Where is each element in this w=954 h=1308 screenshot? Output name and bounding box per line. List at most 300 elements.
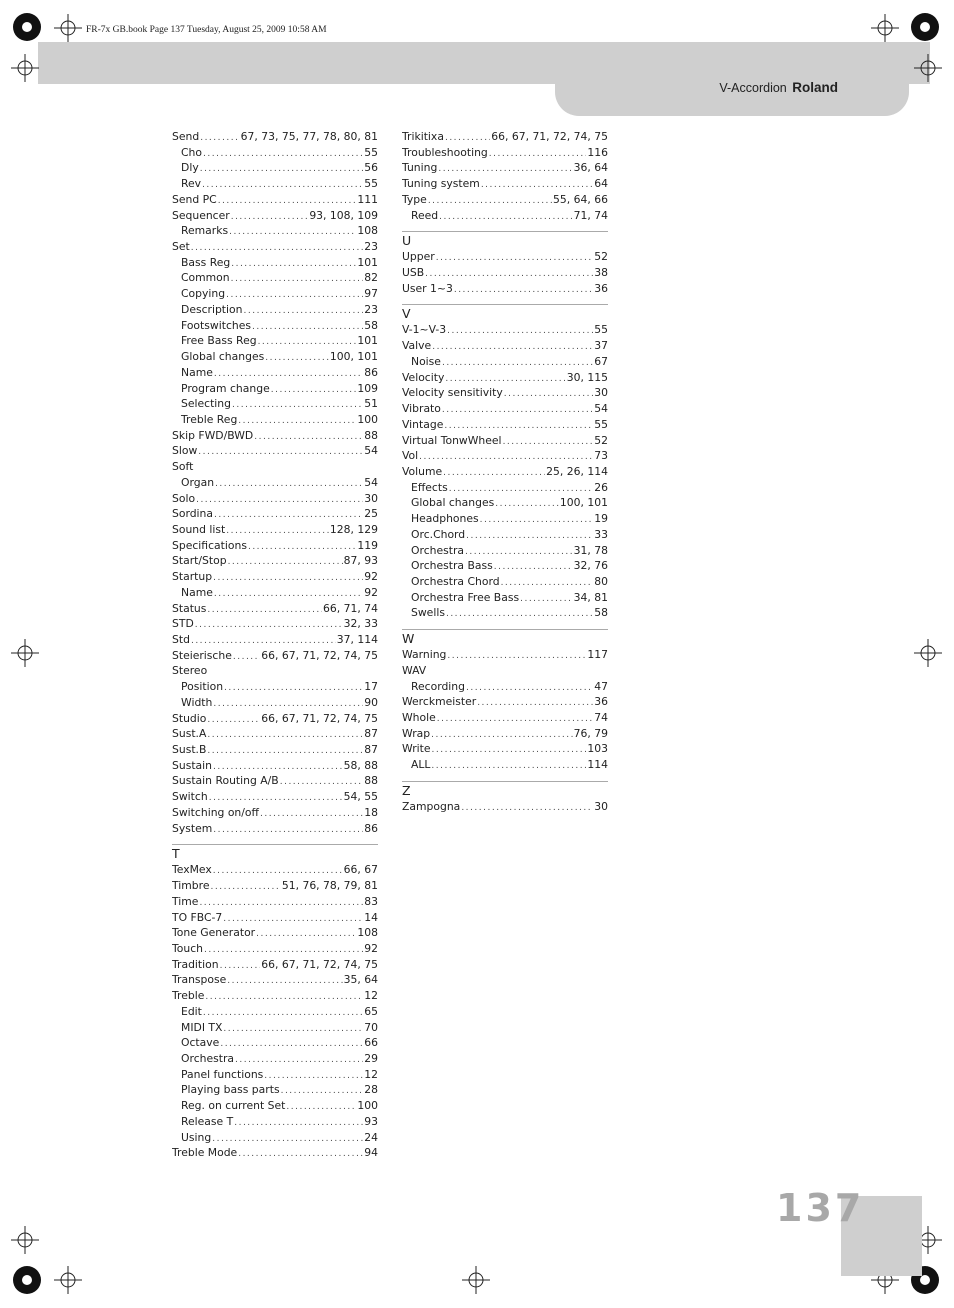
dot-leader	[495, 497, 559, 511]
index-term: Sust.A	[172, 727, 207, 741]
section-divider	[402, 629, 608, 630]
dot-leader	[425, 267, 593, 281]
dot-leader	[212, 1132, 363, 1146]
starburst-icon	[13, 13, 41, 41]
index-page-refs: 28	[364, 1083, 378, 1097]
page-number: 137	[776, 1186, 865, 1230]
dot-leader	[235, 1053, 363, 1067]
index-term: Velocity	[402, 370, 445, 384]
index-term: Trikitixa	[402, 130, 444, 143]
index-subentry	[172, 1130, 378, 1146]
index-term: Sequencer	[172, 208, 230, 222]
index-page-refs: 109	[357, 381, 378, 395]
index-term: Vibrato	[402, 402, 441, 416]
index-entry	[172, 910, 378, 926]
dot-leader	[477, 696, 593, 710]
index-page-refs: 88	[364, 428, 378, 442]
index-entry	[402, 694, 608, 710]
dot-leader	[214, 367, 363, 381]
index-page-refs: 66, 67, 71, 72, 74, 75	[491, 130, 608, 143]
index-subentry	[402, 679, 608, 695]
index-page-refs: 103	[587, 742, 608, 756]
index-term: Touch	[172, 941, 203, 955]
index-term: Dly	[181, 161, 199, 175]
index-entry	[172, 192, 378, 208]
index-entry	[402, 433, 608, 449]
index-entry	[172, 758, 378, 774]
dot-leader	[447, 649, 586, 663]
dot-leader	[454, 283, 593, 297]
index-term: Selecting	[181, 397, 232, 411]
index-term: System	[172, 821, 213, 835]
index-term: Panel functions	[181, 1067, 264, 1081]
index-term: WAV	[402, 663, 427, 677]
index-page-refs: 83	[364, 894, 378, 908]
dot-leader	[466, 529, 593, 543]
index-page-refs: 17	[364, 680, 378, 694]
dot-leader	[465, 545, 573, 559]
index-entry	[172, 742, 378, 758]
index-term: Footswitches	[181, 318, 252, 332]
dot-leader	[207, 728, 363, 742]
index-page-refs: 66, 67, 71, 72, 74, 75	[261, 711, 378, 725]
index-term: Headphones	[411, 512, 479, 526]
index-subentry	[172, 1082, 378, 1098]
index-entry	[402, 741, 608, 757]
index-term: Reg. on current Set	[181, 1099, 286, 1113]
index-page-refs: 54	[364, 444, 378, 458]
index-subentry	[402, 480, 608, 496]
index-entry	[402, 726, 608, 742]
dot-leader	[215, 477, 363, 491]
index-subentry	[172, 160, 378, 176]
index-page-refs: 66, 71, 74	[323, 601, 378, 615]
index-term: Global changes	[411, 496, 495, 510]
index-entry	[402, 799, 608, 815]
dot-leader	[244, 304, 364, 318]
index-subentry	[172, 1004, 378, 1020]
dot-leader	[233, 650, 260, 664]
index-subentry	[172, 302, 378, 318]
dot-leader	[231, 272, 364, 286]
index-term: Skip FWD/BWD	[172, 428, 254, 442]
index-term: Time	[172, 894, 199, 908]
index-page-refs: 116	[587, 145, 608, 159]
index-page-refs: 55, 64, 66	[553, 192, 608, 206]
index-section-header	[172, 844, 378, 862]
index-term: Timbre	[172, 879, 210, 893]
index-term: Free Bass Reg	[181, 334, 257, 348]
index-section-header	[402, 781, 608, 799]
index-term: Sound list	[172, 522, 226, 536]
section-divider	[402, 231, 608, 232]
dot-leader	[260, 807, 363, 821]
index-term: Name	[181, 585, 213, 599]
index-page-refs: 55	[364, 177, 378, 191]
index-term: Bass Reg	[181, 255, 231, 269]
index-entry	[172, 663, 378, 679]
index-term: Status	[172, 601, 207, 615]
section-letter: W	[402, 631, 415, 647]
index-entry	[172, 443, 378, 459]
index-entry	[172, 789, 378, 805]
brand-logo: Roland	[792, 80, 838, 95]
index-page-refs: 33	[594, 527, 608, 541]
index-entry	[172, 208, 378, 224]
registration-mark-icon	[462, 1266, 490, 1294]
index-term: Steierische	[172, 648, 232, 662]
index-term: Octave	[181, 1036, 220, 1050]
dot-leader	[504, 387, 593, 401]
index-term: Tuning system	[402, 177, 480, 191]
index-subentry	[172, 396, 378, 412]
index-page-refs: 88	[364, 774, 378, 788]
dot-leader	[446, 607, 593, 621]
dot-leader	[461, 801, 593, 815]
dot-leader	[213, 571, 363, 585]
index-term: Position	[181, 680, 224, 694]
index-page-refs: 87	[364, 727, 378, 741]
dot-leader	[227, 974, 342, 988]
index-subentry	[402, 208, 608, 224]
index-entry	[172, 862, 378, 878]
index-entry	[172, 506, 378, 522]
index-page-refs: 66, 67	[343, 863, 378, 877]
index-page-refs: 51	[364, 397, 378, 411]
dot-leader	[238, 1147, 363, 1161]
registration-mark-icon	[914, 639, 942, 667]
index-term: Remarks	[181, 224, 229, 238]
index-page-refs: 38	[594, 266, 608, 280]
index-page-refs: 29	[364, 1051, 378, 1065]
dot-leader	[437, 712, 593, 726]
dot-leader	[438, 162, 572, 176]
index-entry	[402, 249, 608, 265]
header-label	[719, 80, 838, 95]
registration-mark-icon	[11, 639, 39, 667]
index-page-refs: 73	[594, 449, 608, 463]
index-page-refs: 66, 67, 71, 72, 74, 75	[261, 648, 378, 662]
index-subentry	[402, 495, 608, 511]
index-page-refs: 14	[364, 910, 378, 924]
index-page-refs: 119	[357, 538, 378, 552]
index-term: Solo	[172, 491, 196, 505]
index-entry	[172, 459, 378, 475]
dot-leader	[442, 356, 593, 370]
index-subentry	[172, 286, 378, 302]
index-term: Tuning	[402, 161, 438, 175]
dot-leader	[494, 560, 573, 574]
dot-leader	[213, 697, 363, 711]
dot-leader	[520, 592, 573, 606]
index-subentry	[172, 585, 378, 601]
dot-leader	[254, 430, 363, 444]
dot-leader	[228, 555, 343, 569]
index-term: Tone Generator	[172, 926, 256, 940]
index-term: Send PC	[172, 192, 217, 206]
dot-leader	[224, 681, 363, 695]
dot-leader	[209, 791, 343, 805]
index-subentry	[402, 574, 608, 590]
index-page-refs: 111	[357, 192, 378, 206]
index-term: Orchestra	[181, 1051, 235, 1065]
index-subentry	[172, 145, 378, 161]
dot-leader	[203, 1006, 363, 1020]
index-page-refs: 100	[357, 412, 378, 426]
index-page-refs: 66, 67, 71, 72, 74, 75	[261, 957, 378, 971]
index-term: Orchestra Chord	[411, 574, 500, 588]
index-entry	[402, 160, 608, 176]
index-term: Send	[172, 130, 200, 143]
index-entry	[172, 538, 378, 554]
dot-leader	[213, 760, 343, 774]
index-entry	[172, 972, 378, 988]
dot-leader	[234, 1116, 363, 1130]
index-page-refs: 25, 26, 114	[546, 464, 608, 478]
index-page-refs: 36	[594, 281, 608, 295]
index-page-refs: 52	[594, 250, 608, 264]
section-divider	[402, 304, 608, 305]
dot-leader	[198, 445, 363, 459]
index-term: Velocity sensitivity	[402, 386, 503, 400]
dot-leader	[229, 225, 356, 239]
index-page-refs: 70	[364, 1020, 378, 1034]
index-term: STD	[172, 617, 194, 631]
dot-leader	[431, 759, 586, 773]
index-entry	[402, 145, 608, 161]
dot-leader	[419, 450, 593, 464]
index-page-refs: 67, 73, 75, 77, 78, 80, 81	[240, 130, 378, 143]
index-entry	[172, 773, 378, 789]
dot-leader	[480, 513, 594, 527]
index-subentry	[172, 176, 378, 192]
index-page-refs: 32, 33	[343, 617, 378, 631]
dot-leader	[248, 540, 356, 554]
index-entry	[172, 941, 378, 957]
index-section-header	[402, 629, 608, 647]
dot-leader	[271, 383, 357, 397]
index-entry	[402, 448, 608, 464]
index-term: Treble Reg	[181, 412, 238, 426]
index-page-refs: 92	[364, 570, 378, 584]
index-page-refs: 117	[587, 648, 608, 662]
index-entry	[402, 417, 608, 433]
dot-leader	[202, 178, 363, 192]
index-term: Troubleshooting	[402, 145, 488, 159]
index-page-refs: 47	[594, 679, 608, 693]
dot-leader	[264, 1069, 363, 1083]
index-term: Werckmeister	[402, 695, 477, 709]
index-subentry	[402, 543, 608, 559]
index-page-refs: 65	[364, 1004, 378, 1018]
index-entry	[172, 632, 378, 648]
index-entry	[172, 726, 378, 742]
index-entry	[172, 239, 378, 255]
index-subentry	[172, 475, 378, 491]
dot-leader	[205, 990, 363, 1004]
index-term: Organ	[181, 475, 215, 489]
index-page-refs: 37	[594, 339, 608, 353]
starburst-icon	[13, 1266, 41, 1294]
registration-mark-icon	[54, 1266, 82, 1294]
dot-leader	[213, 823, 363, 837]
index-subentry	[402, 590, 608, 606]
index-term: Stereo	[172, 664, 208, 678]
index-entry	[402, 192, 608, 208]
dot-leader	[501, 576, 594, 590]
index-page-refs: 93	[364, 1114, 378, 1128]
index-term: Sust.B	[172, 743, 207, 757]
dot-leader	[280, 775, 364, 789]
index-page-refs: 26	[594, 480, 608, 494]
registration-mark-icon	[871, 14, 899, 42]
index-entry	[402, 385, 608, 401]
dot-leader	[200, 131, 239, 145]
index-page-refs: 52	[594, 433, 608, 447]
index-subentry	[172, 318, 378, 334]
index-term: Rev	[181, 177, 202, 191]
index-entry	[172, 522, 378, 538]
dot-leader	[449, 482, 594, 496]
dot-leader	[200, 162, 364, 176]
index-entry	[402, 176, 608, 192]
index-term: Orc.Chord	[411, 527, 466, 541]
index-page-refs: 58	[364, 318, 378, 332]
dot-leader	[231, 210, 309, 224]
index-page-refs: 74	[594, 711, 608, 724]
dot-leader	[232, 398, 363, 412]
index-term: Width	[181, 695, 213, 709]
index-page-refs: 37, 114	[336, 633, 378, 646]
index-entry	[402, 338, 608, 354]
dot-leader	[503, 435, 594, 449]
dot-leader	[220, 959, 261, 973]
registration-mark-icon	[54, 14, 82, 42]
index-term: Sustain Routing A/B	[172, 774, 279, 788]
index-term: ALL	[411, 758, 431, 772]
index-term: Playing bass parts	[181, 1083, 280, 1097]
index-term: Valve	[402, 339, 432, 353]
index-subentry	[172, 270, 378, 286]
dot-leader	[445, 372, 565, 386]
index-term: Switching on/off	[172, 805, 259, 819]
dot-leader	[238, 414, 356, 428]
dot-leader	[214, 587, 363, 601]
index-entry	[172, 957, 378, 973]
index-entry	[402, 370, 608, 386]
index-subentry	[172, 412, 378, 428]
dot-leader	[481, 178, 593, 192]
index-entry	[172, 129, 378, 145]
index-page-refs: 100	[357, 1099, 378, 1113]
index-page-refs: 58	[594, 606, 608, 620]
index-entry	[172, 648, 378, 664]
index-page-refs: 101	[357, 255, 378, 269]
index-page-refs: 54, 55	[343, 790, 378, 804]
starburst-icon	[911, 13, 939, 41]
index-entry	[402, 322, 608, 338]
index-page-refs: 71, 74	[573, 208, 608, 222]
index-page-refs: 55	[594, 417, 608, 431]
index-page-refs: 92	[364, 585, 378, 599]
index-entry	[172, 894, 378, 910]
index-page-refs: 35, 64	[343, 973, 378, 987]
dot-leader	[223, 1022, 363, 1036]
index-entry	[172, 988, 378, 1004]
index-page-refs: 76, 79	[573, 726, 608, 740]
dot-leader	[286, 1100, 356, 1114]
dot-leader	[436, 251, 594, 265]
index-page-refs: 32, 76	[573, 559, 608, 573]
dot-leader	[281, 1084, 364, 1098]
index-entry	[172, 711, 378, 727]
dot-leader	[214, 508, 363, 522]
index-term: Set	[172, 240, 190, 254]
index-entry	[172, 553, 378, 569]
index-term: Common	[181, 271, 230, 285]
index-subentry	[172, 1098, 378, 1114]
index-page-refs: 128, 129	[329, 522, 378, 536]
index-entry	[402, 647, 608, 663]
dot-leader	[428, 194, 552, 208]
dot-leader	[442, 403, 593, 417]
index-term: Treble Mode	[172, 1146, 238, 1160]
index-entry	[402, 464, 608, 480]
index-page-refs: 30	[594, 799, 608, 813]
index-term: TO FBC-7	[172, 910, 223, 924]
index-term: Noise	[411, 354, 441, 368]
index-page-refs: 51, 76, 78, 79, 81	[281, 879, 378, 893]
index-page-refs: 18	[364, 805, 378, 819]
index-term: Edit	[181, 1004, 202, 1018]
index-term: Slow	[172, 444, 198, 458]
index-page-refs: 67	[594, 354, 608, 368]
index-term: Swells	[411, 606, 445, 620]
index-entry	[172, 878, 378, 894]
dot-leader	[191, 241, 364, 255]
dot-leader	[432, 340, 593, 354]
index-page-refs: 66	[364, 1036, 378, 1050]
index-subentry	[402, 757, 608, 773]
index-page-refs: 55	[364, 145, 378, 159]
index-term: Start/Stop	[172, 554, 227, 568]
index-term: Soft	[172, 460, 194, 474]
index-term: Warning	[402, 648, 447, 662]
registration-mark-icon	[11, 1226, 39, 1254]
index-page-refs: 30, 115	[566, 370, 608, 384]
index-page-refs: 19	[594, 512, 608, 526]
index-entry	[402, 129, 608, 145]
index-term: Specifications	[172, 538, 247, 552]
product-name: V-Accordion	[719, 81, 787, 95]
index-term: Startup	[172, 570, 213, 584]
index-term: Vintage	[402, 417, 444, 431]
index-subentry	[172, 223, 378, 239]
dot-leader	[431, 728, 573, 742]
index-subentry	[402, 558, 608, 574]
section-letter: T	[172, 846, 180, 862]
index-term: Virtual TonwWheel	[402, 433, 502, 447]
dot-leader	[258, 335, 357, 349]
index-page-refs: 87	[364, 743, 378, 757]
index-page-refs: 54	[594, 402, 608, 416]
index-page-refs: 30	[364, 491, 378, 505]
index-page-refs: 82	[364, 271, 378, 285]
index-subentry	[172, 349, 378, 365]
dot-leader	[439, 210, 573, 224]
dot-leader	[210, 880, 280, 894]
index-term: Zampogna	[402, 799, 461, 813]
